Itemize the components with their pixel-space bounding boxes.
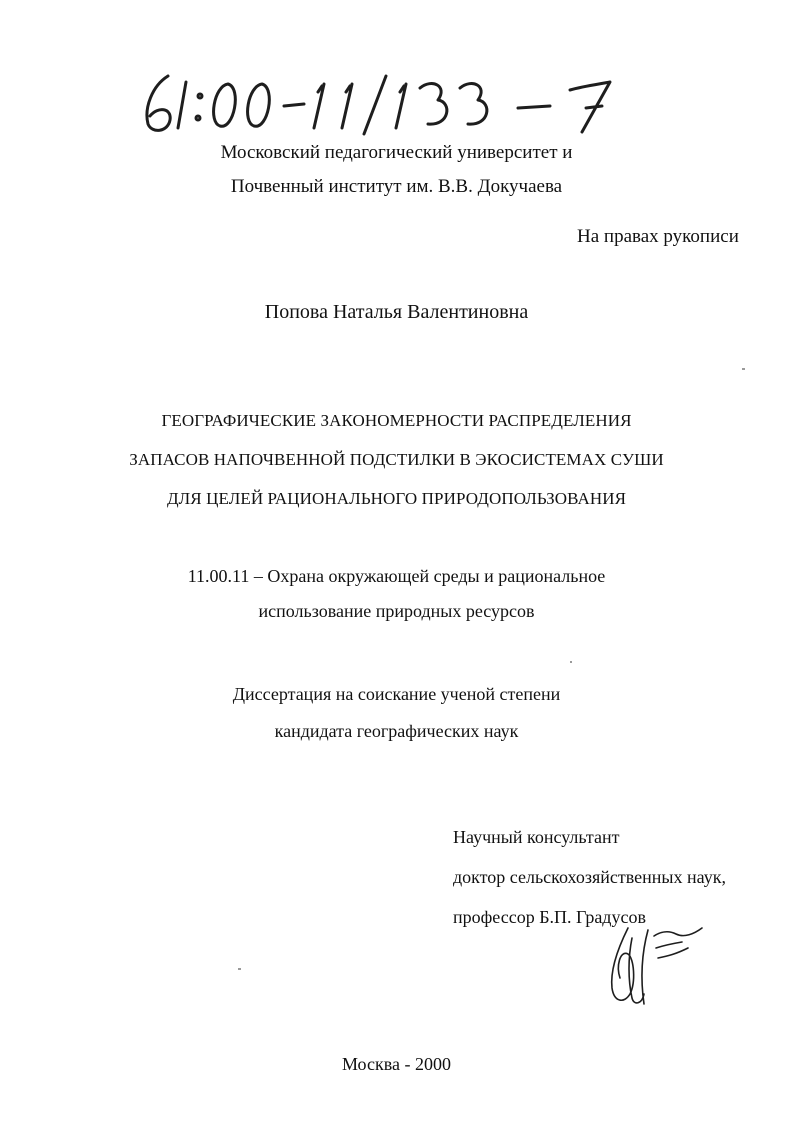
advisor-role: Научный консультант — [453, 827, 620, 847]
scan-speck — [570, 661, 572, 663]
advisor-name: профессор Б.П. Градусов — [453, 907, 646, 927]
degree-line-1: Диссертация на соискание ученой степени — [232, 684, 561, 704]
specialty-line-2: использование природных ресурсов — [258, 601, 535, 621]
title-line-3: ДЛЯ ЦЕЛЕЙ РАЦИОНАЛЬНОГО ПРИРОДОПОЛЬЗОВАНИЯ — [166, 489, 627, 508]
handwritten-archive-number — [138, 62, 628, 142]
author-name: Попова Наталья Валентиновна — [264, 301, 529, 323]
specialty-line-1: 11.00.11 – Охрана окружающей среды и рациональное — [187, 566, 606, 586]
degree-line-2: кандидата географических наук — [274, 721, 519, 741]
scan-speck — [742, 368, 745, 370]
place-year: Москва - 2000 — [342, 1054, 451, 1074]
institution-line-2: Почвенный институт им. В.В. Докучаева — [230, 176, 563, 197]
title-line-1: ГЕОГРАФИЧЕСКИЕ ЗАКОНОМЕРНОСТИ РАСПРЕДЕЛЕНИЯ — [161, 411, 632, 430]
manuscript-note: На правах рукописи — [577, 226, 739, 247]
scan-speck — [238, 968, 241, 970]
title-line-2: ЗАПАСОВ НАПОЧВЕННОЙ ПОДСТИЛКИ В ЭКОСИСТЕМАХ СУШИ — [129, 450, 664, 469]
advisor-degree: доктор сельскохозяйственных наук, — [453, 867, 726, 887]
advisor-signature — [598, 918, 708, 1014]
institution-line-1: Московский педагогический университет и — [220, 142, 573, 163]
